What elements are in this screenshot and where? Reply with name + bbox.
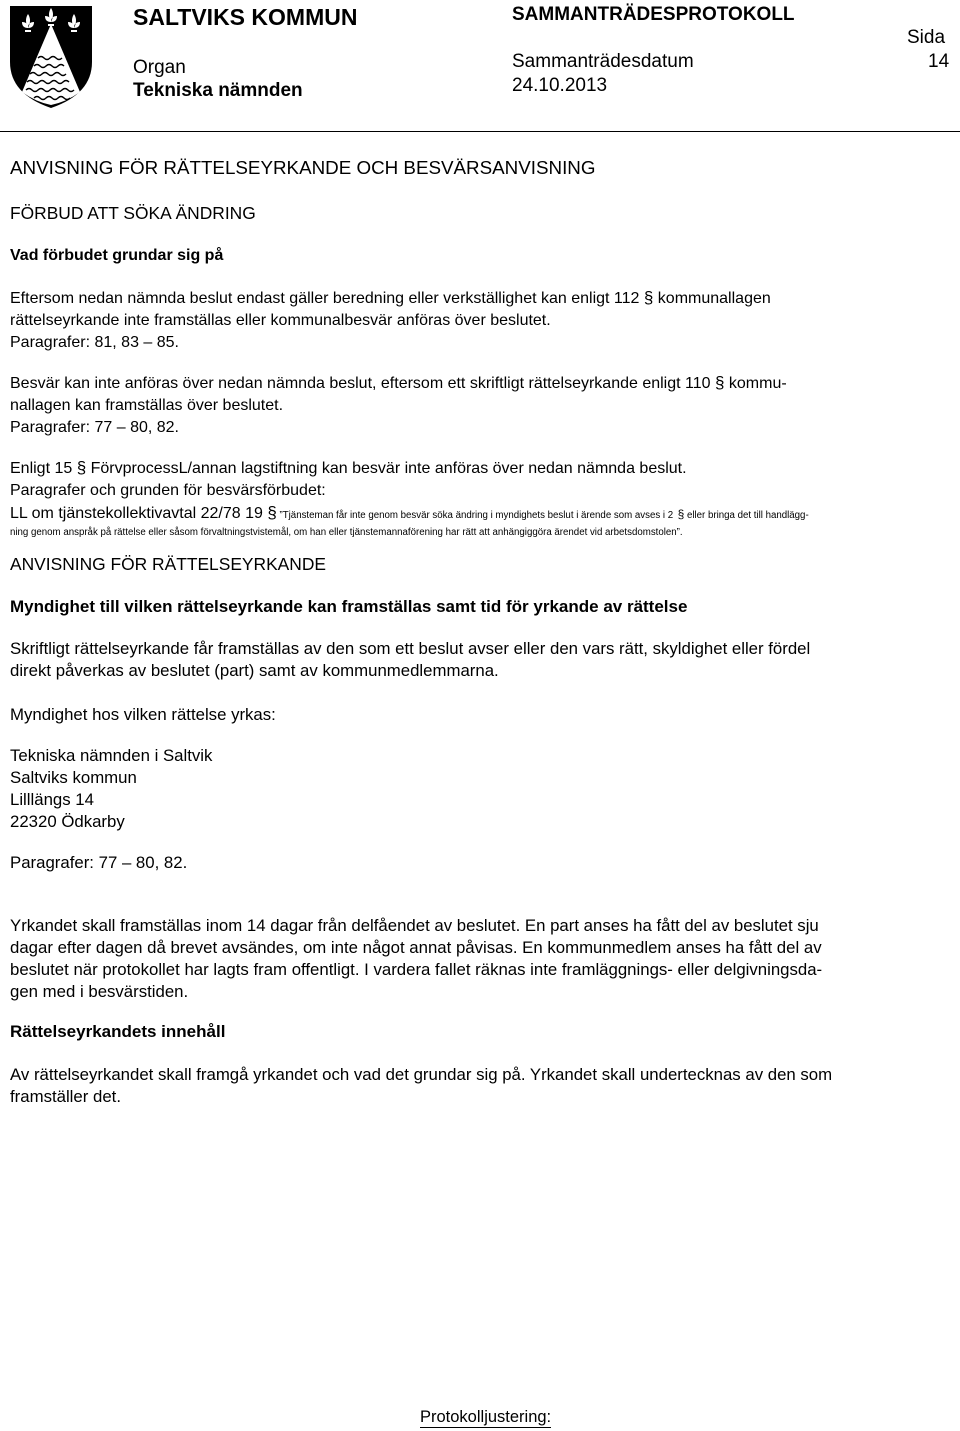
paragraph-text: Av rättelseyrkandet skall framgå yrkandet och vad det grundar sig på. Yrkandet skall undertecknas av den som <box>10 1065 833 1084</box>
paragraph-refs: Paragrafer: 77 – 80, 82. <box>10 419 179 436</box>
section-heading: Vad förbudet grundar sig på <box>10 247 224 264</box>
page-label: Sida <box>907 27 946 48</box>
section-sign: § <box>643 288 654 307</box>
paragraph-text: dagar efter dagen då brevet avsändes, om inte något annat påvisas. En kommunmedlem anses ha fått del av <box>10 938 822 957</box>
paragraph-text: kommunallagen <box>653 290 771 307</box>
municipality-name: SALTVIKS KOMMUN <box>133 4 358 30</box>
address-line: Tekniska nämnden i Saltvik <box>10 746 213 765</box>
paragraph-who-may-request <box>10 638 925 682</box>
header-divider <box>0 131 960 132</box>
minutes-verification-label: Protokolljustering: <box>420 1408 552 1426</box>
paragraph-text: framställer det. <box>10 1087 121 1106</box>
authority-label: Myndighet hos vilken rättelse yrkas: <box>10 705 276 724</box>
paragraph-text: rättelseyrkande inte framställas eller kommunalbesvär anföras över beslutet. <box>10 312 551 329</box>
paragraph-text: FörvprocessL/annan lagstiftning kan besvär inte anföras över nedan nämnda beslut. <box>86 460 687 477</box>
organ-label: Organ <box>133 57 186 78</box>
paragraph-text: beslutet när protokollet har lagts fram offentligt. I vardera fallet räknas inte framläggnings- eller delgivningsda- <box>10 960 823 979</box>
section-heading: Rättelseyrkandets innehåll <box>10 1022 226 1041</box>
paragraph-text: direkt påverkas av beslutet (part) samt av kommunmedlemmarna. <box>10 661 499 680</box>
paragraph-refs: Paragrafer: 77 – 80, 82. <box>10 853 188 872</box>
address-line: Saltviks kommun <box>10 768 137 787</box>
section-subtitle: FÖRBUD ATT SÖKA ÄNDRING <box>10 203 256 223</box>
paragraph-text: nallagen kan framställas över beslutet. <box>10 397 284 414</box>
paragraph-deadline <box>10 915 925 1003</box>
page-number: 14 <box>928 51 950 72</box>
section-sign: § <box>714 373 725 392</box>
paragraph-text: Besvär kan inte anföras över nedan nämnda beslut, eftersom ett skriftligt rättelseyrkande enligt 110 <box>10 375 711 392</box>
paragraph-text: LL om tjänstekollektivavtal 22/78 19 <box>10 505 263 522</box>
paragraph-text: gen med i besvärstiden. <box>10 982 189 1001</box>
paragraph-text: Paragrafer och grunden för besvärsförbudet: <box>10 482 326 499</box>
document-type: SAMMANTRÄDESPROTOKOLL <box>512 4 795 25</box>
paragraph-text: Eftersom nedan nämnda beslut endast gäller beredning eller verkställighet kan enligt 112 <box>10 290 640 307</box>
paragraph-text: Enligt 15 <box>10 460 73 477</box>
paragraph-content <box>10 1064 925 1108</box>
paragraph-text: kommu- <box>724 375 787 392</box>
municipal-crest-icon <box>8 4 94 110</box>
authority-address <box>10 745 925 833</box>
date-label: Sammanträdesdatum <box>512 51 694 72</box>
section-sign: § <box>267 503 277 522</box>
quote-text: ning genom anspråk på rättelse eller såsom förvaltningstvistemål, om han eller tjänstemannaförening har rätt att anhängiggöra ärendet vid arbetsdomstolen”. <box>10 527 683 538</box>
paragraph-procedural-law <box>10 457 925 541</box>
section-heading: Myndighet till vilken rättelseyrkande kan framställas samt tid för yrkande av rättelse <box>10 597 688 616</box>
section-sign: § <box>677 507 685 521</box>
meeting-date: 24.10.2013 <box>512 75 608 96</box>
section-sign: § <box>76 458 87 477</box>
paragraph-text: Skriftligt rättelseyrkande får framställas av den som ett beslut avser eller den vars rätt, skyldighet eller fördel <box>10 639 811 658</box>
paragraph-appeal-not-allowed <box>10 372 925 439</box>
quote-text: ”Tjänsteman får inte genom besvär söka ändring i myndighets beslut i ärende som avses i 2 <box>276 510 674 521</box>
quote-text: eller bringa det till handlägg- <box>684 510 809 521</box>
paragraph-refs: Paragrafer: 81, 83 – 85. <box>10 334 179 351</box>
section-title: ANVISNING FÖR RÄTTELSEYRKANDE <box>10 554 326 574</box>
paragraph-appeal-ban <box>10 287 925 354</box>
address-line: Lilllängs 14 <box>10 790 94 809</box>
address-line: 22320 Ödkarby <box>10 812 125 831</box>
paragraph-text: Yrkandet skall framställas inom 14 dagar från delfåendet av beslutet. En part anses ha fått del av beslutet sju <box>10 916 819 935</box>
document-title: ANVISNING FÖR RÄTTELSEYRKANDE OCH BESVÄRSANVISNING <box>10 157 596 178</box>
organ-value: Tekniska nämnden <box>133 80 303 101</box>
